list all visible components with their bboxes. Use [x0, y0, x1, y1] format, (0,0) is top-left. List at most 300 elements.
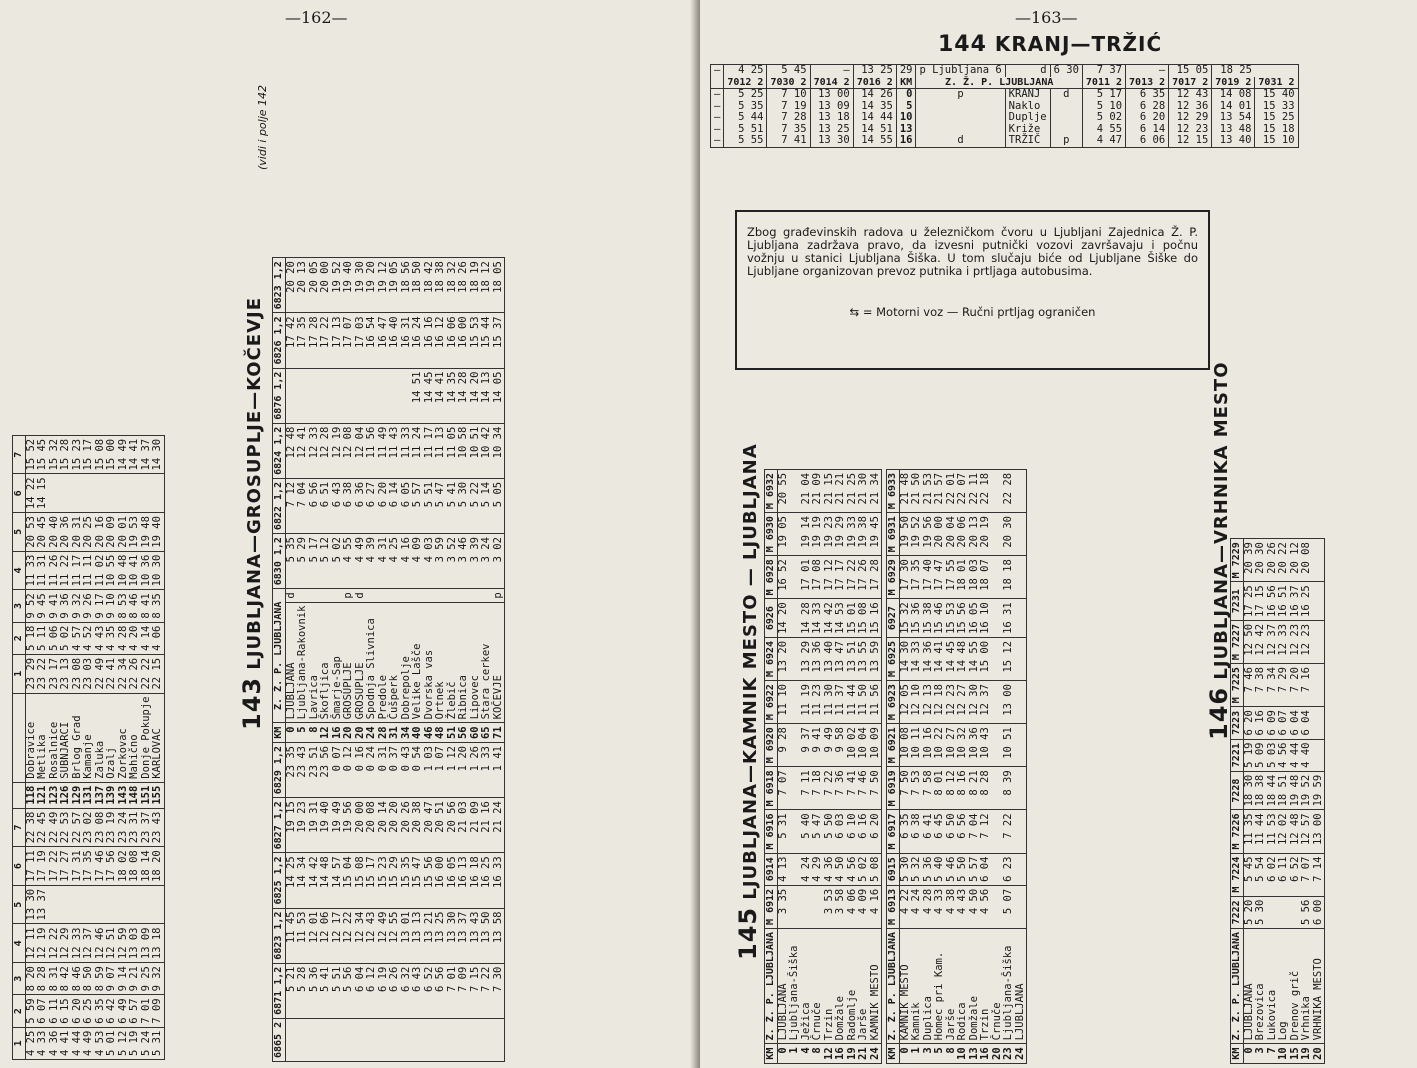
time-cell: 14 42 [309, 853, 321, 908]
time-cell [1015, 885, 1027, 928]
arr-dep-cell [481, 589, 493, 602]
time-cell: 0 43 [401, 743, 413, 798]
table-row [481, 258, 493, 1062]
train-number: 7030 2 [767, 77, 810, 89]
time-cell: 9 21 [129, 963, 141, 995]
train-number: M 6931 [887, 513, 900, 556]
km-cell: 24 [870, 1044, 882, 1064]
time-cell: 6 49 [118, 995, 130, 1027]
time-cell: 13 18 [152, 924, 164, 963]
time-cell: 5 28 [297, 963, 309, 1018]
time-cell [1015, 637, 1027, 680]
time-cell: 5 11 [37, 622, 49, 654]
time-cell: 6 51 [320, 478, 332, 533]
time-cell: 9 32 [152, 963, 164, 995]
time-cell: 10 02 [847, 724, 859, 767]
train-number: 6927 [887, 599, 900, 638]
time-cell: 5 54 [1255, 853, 1267, 896]
time-cell: 16 05 [969, 599, 981, 638]
time-cell: 14 30 [899, 637, 911, 680]
time-cell: 16 10 [980, 599, 992, 638]
time-cell: 10 04 [858, 724, 870, 767]
time-cell: 13 18 [810, 112, 853, 124]
time-cell [320, 368, 332, 423]
station-name: GROSUPLJE [355, 602, 367, 723]
time-cell: 13 43 [470, 908, 482, 963]
station-name: Kamnik [911, 928, 923, 1043]
km-cell: 13 [896, 124, 916, 136]
time-cell: 16 13 [458, 853, 470, 908]
train-number: 6823 1,2 [273, 258, 286, 313]
time-cell [343, 1018, 355, 1061]
time-cell: 4 09 [858, 885, 870, 928]
time-cell [72, 474, 84, 513]
time-cell: 19 56 [923, 513, 935, 556]
train-number: M 6925 [887, 637, 900, 680]
time-cell [1313, 620, 1325, 663]
time-cell: 20 01 [118, 513, 130, 552]
train-number: 7231 [1231, 582, 1244, 621]
time-cell: 8 20 [25, 963, 37, 995]
time-cell: 5 02 [60, 622, 72, 654]
time-cell: 20 20 [389, 798, 401, 853]
station-name: Predole [378, 602, 390, 723]
time-cell [812, 885, 824, 928]
time-cell: 7 11 [801, 767, 813, 810]
time-cell: 1 07 [435, 743, 447, 798]
table-row [812, 469, 824, 1063]
time-cell: 11 49 [378, 423, 390, 478]
cell: — [711, 101, 724, 113]
time-cell: 22 49 [95, 654, 107, 693]
time-cell: 5 40 [801, 810, 813, 853]
time-cell: 11 17 [424, 423, 436, 478]
time-cell: 10 42 [481, 423, 493, 478]
time-cell: 11 56 [870, 681, 882, 724]
time-cell: 19 15 [285, 798, 297, 853]
train-number: 6824 1,2 [273, 423, 286, 478]
time-cell: 13 36 [812, 637, 824, 680]
train-number: 6876 1,2 [273, 368, 286, 423]
time-cell: 20 39 [1243, 539, 1255, 582]
time-cell [789, 810, 801, 853]
table-146 [1230, 538, 1325, 1064]
time-cell: 17 03 [355, 313, 367, 368]
time-cell: 1 33 [481, 743, 493, 798]
table-row [711, 65, 1299, 77]
train-number: 6825 1,2 [273, 853, 286, 908]
km-cell: 28 [378, 723, 390, 743]
time-cell [129, 474, 141, 513]
arr-dep-cell [412, 589, 424, 602]
time-cell: 14 44 [853, 112, 896, 124]
time-cell: 13 00 [1003, 681, 1015, 724]
station-name: Ljubljana-Šiška [789, 928, 801, 1043]
time-cell: 21 04 [801, 469, 813, 512]
time-cell: 5 17 [1082, 89, 1125, 101]
train-number: 6823 1,2 [273, 908, 286, 963]
time-cell: 9 17 [95, 590, 107, 622]
time-cell: 4 50 [969, 885, 981, 928]
time-cell: 12 11 [25, 924, 37, 963]
time-cell: 14 33 [812, 599, 824, 638]
time-cell [378, 1018, 390, 1061]
time-cell: 6 41 [923, 810, 935, 853]
time-cell: 18 32 [447, 258, 459, 313]
time-cell: 20 20 [285, 258, 297, 313]
km-cell: 0 [899, 1044, 911, 1064]
time-cell: 6 35 [899, 810, 911, 853]
time-cell: 15 10 [1255, 135, 1298, 147]
time-cell: 0 16 [355, 743, 367, 798]
table-144-title [938, 32, 1162, 57]
table-row [297, 258, 309, 1062]
time-cell: 16 16 [424, 313, 436, 368]
time-cell: 23 43 [297, 743, 309, 798]
train-number: 7019 2 [1212, 77, 1255, 89]
time-cell: 5 51 [724, 124, 767, 136]
train-number: M 7224 [1231, 853, 1244, 896]
time-cell: 6 06 [1126, 135, 1169, 147]
time-cell: 5 57 [969, 853, 981, 885]
time-cell: 5 18 [25, 622, 37, 654]
time-cell: 13 55 [858, 637, 870, 680]
time-cell: 19 52 [911, 513, 923, 556]
time-cell [389, 368, 401, 423]
time-cell: 14 30 [152, 435, 164, 474]
table-row [911, 469, 923, 1063]
time-cell: 21 48 [899, 469, 911, 512]
km-cell: 20 [343, 723, 355, 743]
km-cell: 121 [37, 782, 49, 808]
time-cell: 10 22 [934, 724, 946, 767]
time-cell: 7 29 [1278, 664, 1290, 707]
time-cell: 14 22 [25, 474, 37, 513]
km-cell: 8 [812, 1044, 824, 1064]
time-cell [152, 474, 164, 513]
header-cell [711, 77, 724, 89]
time-cell: 6 11 [1278, 853, 1290, 896]
km-cell: 3 [1255, 1044, 1267, 1064]
time-cell: 7 01 [141, 995, 153, 1027]
time-cell [1015, 469, 1027, 512]
station-name: Homec pri Kam. [934, 928, 946, 1043]
time-cell: 6 50 [946, 810, 958, 853]
station-name: Ribnica [458, 602, 470, 723]
time-cell: 12 41 [297, 423, 309, 478]
time-cell: 6 20 [1126, 112, 1169, 124]
time-cell [1313, 707, 1325, 739]
km-cell: 23 [1003, 1044, 1015, 1064]
time-cell: 5 59 [25, 995, 37, 1027]
arr-dep-cell [1050, 112, 1082, 124]
time-cell: 7 19 [767, 101, 810, 113]
time-cell: 4 56 [847, 853, 859, 885]
time-cell: 8 50 [83, 963, 95, 995]
time-cell: 20 38 [412, 798, 424, 853]
time-cell: 4 29 [812, 853, 824, 885]
time-cell: 16 31 [1003, 599, 1015, 638]
km-cell: 71 [493, 723, 505, 743]
time-cell [332, 1018, 344, 1061]
time-cell: 12 48 [1290, 810, 1302, 853]
time-cell: 4 22 [899, 885, 911, 928]
time-cell: 7 50 [899, 767, 911, 810]
train-number: 7017 2 [1169, 77, 1212, 89]
table-row [1003, 469, 1015, 1063]
time-cell [118, 474, 130, 513]
time-cell: 14 55 [853, 135, 896, 147]
time-cell: 11 56 [366, 423, 378, 478]
time-cell: 14 48 [320, 853, 332, 908]
time-cell: 6 04 [355, 963, 367, 1018]
time-cell: 5 30 [899, 853, 911, 885]
station-name: Naklo [1005, 101, 1050, 113]
time-cell: 20 26 [1267, 539, 1279, 582]
time-cell: 5 51 [424, 478, 436, 533]
time-cell: 10 30 [152, 551, 164, 590]
time-cell: 12 42 [1255, 620, 1267, 663]
time-cell: 20 00 [320, 258, 332, 313]
time-cell: 22 28 [1003, 469, 1015, 512]
time-cell: 5 17 [309, 534, 321, 589]
time-cell: 12 33 [72, 924, 84, 963]
station-name: Kamanje [83, 693, 95, 782]
arr-dep-cell [916, 101, 1005, 113]
time-cell: 22 07 [957, 469, 969, 512]
arr-dep-cell: d [916, 135, 1005, 147]
arr-dep-cell [458, 589, 470, 602]
table-header [765, 469, 778, 1063]
time-cell: 21 09 [812, 469, 824, 512]
time-cell: 6 12 [366, 963, 378, 1018]
time-cell: 12 51 [106, 924, 118, 963]
train-number: 6926 [765, 599, 778, 638]
cell: 15 05 [1169, 65, 1212, 77]
time-cell: 7 36 [835, 767, 847, 810]
km-header: KM [887, 1044, 900, 1064]
time-cell: 15 32 [49, 435, 61, 474]
station-name: Trzin [824, 928, 836, 1043]
time-cell: 4 25 [389, 534, 401, 589]
time-cell: 12 30 [969, 681, 981, 724]
time-cell: 14 42 [824, 599, 836, 638]
time-cell [355, 368, 367, 423]
time-cell: 17 15 [1255, 582, 1267, 621]
time-cell: 7 46 [1243, 664, 1255, 707]
time-cell: 7 12 [980, 810, 992, 853]
time-cell: 16 31 [401, 313, 413, 368]
table-row [858, 469, 870, 1063]
time-cell: 17 07 [343, 313, 355, 368]
time-cell: 6 23 [1003, 853, 1015, 885]
time-cell: 9 07 [106, 963, 118, 995]
time-cell: 15 35 [401, 853, 413, 908]
km-cell: 12 [824, 1044, 836, 1064]
station-name: Črnuče [992, 928, 1004, 1043]
time-cell: 5 12 [320, 534, 332, 589]
time-cell: 8 46 [129, 590, 141, 622]
time-cell: 6 07 [37, 995, 49, 1027]
time-cell [297, 1018, 309, 1061]
train-number: 7228 [1231, 771, 1244, 810]
time-cell: 3 24 [481, 534, 493, 589]
time-cell: 4 56 [1278, 739, 1290, 771]
km-cell: 13 [969, 1044, 981, 1064]
time-cell: 5 44 [724, 112, 767, 124]
time-cell: 7 58 [923, 767, 935, 810]
time-cell: 4 03 [424, 534, 436, 589]
time-cell: 17 30 [899, 556, 911, 599]
cell: 5 45 [767, 65, 810, 77]
time-cell: 12 37 [980, 681, 992, 724]
time-cell: 22 38 [25, 808, 37, 847]
time-cell: 17 12 [824, 556, 836, 599]
time-cell: 21 09 [470, 798, 482, 853]
time-cell: 17 26 [858, 556, 870, 599]
time-cell: 14 41 [129, 435, 141, 474]
time-cell: 19 45 [870, 513, 882, 556]
time-cell: 13 13 [412, 908, 424, 963]
km-cell: 5 [934, 1044, 946, 1064]
train-number: M 7226 [1231, 810, 1244, 853]
time-cell: 5 09 [1255, 739, 1267, 771]
km-cell: 0 [777, 1044, 789, 1064]
train-number: M 6921 [887, 724, 900, 767]
time-cell: 13 37 [458, 908, 470, 963]
time-cell: 5 01 [106, 1027, 118, 1059]
time-cell: 19 33 [847, 513, 859, 556]
time-cell: 20 31 [72, 513, 84, 552]
km-cell: 118 [25, 782, 37, 808]
km-header: KM [765, 1044, 778, 1064]
time-cell: 11 02 [95, 551, 107, 590]
time-cell: 8 01 [934, 767, 946, 810]
time-cell: 12 48 [285, 423, 297, 478]
time-cell: 5 14 [481, 478, 493, 533]
table-row [60, 435, 72, 1059]
time-cell: 9 26 [83, 590, 95, 622]
station-name: Lukovica [1267, 928, 1279, 1043]
time-cell: 4 43 [957, 885, 969, 928]
km-cell: 40 [412, 723, 424, 743]
time-cell: 4 36 [824, 853, 836, 885]
train-number: 6829 1,2 [273, 743, 286, 798]
km-cell: 151 [141, 782, 153, 808]
time-cell: 13 09 [810, 101, 853, 113]
km-cell: 129 [72, 782, 84, 808]
time-cell: 6 04 [1301, 707, 1313, 739]
time-cell: 14 25 [285, 853, 297, 908]
arr-dep-cell [1050, 101, 1082, 113]
time-cell: 23 17 [49, 654, 61, 693]
time-cell [106, 474, 118, 513]
time-cell: 20 53 [25, 513, 37, 552]
time-cell: 12 27 [957, 681, 969, 724]
table-143-title [238, 297, 266, 730]
time-cell [789, 637, 801, 680]
time-cell: 6 35 [1126, 89, 1169, 101]
time-cell: 9 58 [835, 724, 847, 767]
km-cell: 31 [389, 723, 401, 743]
time-cell: 5 06 [49, 622, 61, 654]
station-name: Vrhnika [1301, 928, 1313, 1043]
time-cell: 13 01 [401, 908, 413, 963]
operator-header: Z. Ž. P. LJUBLJANA [1231, 928, 1244, 1043]
time-cell: 13 30 [447, 908, 459, 963]
time-cell: 9 10 [106, 590, 118, 622]
time-cell: 10 51 [470, 423, 482, 478]
time-cell: 15 53 [946, 599, 958, 638]
table-143-grid [272, 257, 505, 1062]
time-cell: 8 46 [72, 963, 84, 995]
time-cell [481, 1018, 493, 1061]
time-cell [801, 885, 813, 928]
table-row [1015, 469, 1027, 1063]
km-cell: 20 [1313, 1044, 1325, 1064]
time-cell: 11 33 [25, 551, 37, 590]
table-145 [764, 469, 1027, 1064]
time-cell: 12 57 [1301, 810, 1313, 853]
station-name: LJUBLJANA [1243, 928, 1255, 1043]
time-cell: 17 56 [106, 847, 118, 886]
cell: 7 37 [1082, 65, 1125, 77]
time-cell: 20 16 [95, 513, 107, 552]
time-cell: 11 23 [812, 681, 824, 724]
time-cell: 23 51 [309, 743, 321, 798]
km-cell: 137 [95, 782, 107, 808]
train-number: M 6930 [765, 513, 778, 556]
station-name: Križe [1005, 124, 1050, 136]
table-145-name: LJUBLJANA—KAMNIK MESTO — LJUBLJANA [740, 443, 761, 900]
table-row [1278, 539, 1290, 1064]
time-cell [1278, 896, 1290, 928]
time-cell: 19 50 [899, 513, 911, 556]
time-cell: 22 45 [37, 808, 49, 847]
time-cell: 9 36 [60, 590, 72, 622]
time-cell: 12 22 [49, 924, 61, 963]
time-cell: 4 36 [49, 1027, 61, 1059]
table-row [37, 435, 49, 1059]
km-cell: 0 [285, 723, 297, 743]
time-cell: 3 39 [470, 534, 482, 589]
time-cell: 4 33 [37, 1027, 49, 1059]
time-cell: 12 29 [1169, 112, 1212, 124]
time-cell [447, 1018, 459, 1061]
time-cell: 5 22 [470, 478, 482, 533]
time-cell [366, 368, 378, 423]
time-cell: 6 43 [332, 478, 344, 533]
km-cell: 24 [366, 723, 378, 743]
column-number: 2 [13, 622, 26, 654]
time-cell: 6 03 [835, 810, 847, 853]
km-cell: 34 [401, 723, 413, 743]
time-cell: 4 33 [934, 885, 946, 928]
time-cell: 23 24 [118, 808, 130, 847]
time-cell: 17 35 [83, 847, 95, 886]
time-cell: 18 38 [435, 258, 447, 313]
time-cell: 23 08 [95, 808, 107, 847]
station-name: SUBNJARCI [60, 693, 72, 782]
time-cell: 7 34 [1267, 664, 1279, 707]
time-cell: 6 36 [355, 478, 367, 533]
time-cell: 5 41 [320, 963, 332, 1018]
time-cell: 19 52 [332, 258, 344, 313]
time-cell: 21 24 [493, 798, 505, 853]
arr-dep-cell [378, 589, 390, 602]
time-cell: 6 07 [1278, 707, 1290, 739]
cell: 6 30 [1050, 65, 1082, 77]
